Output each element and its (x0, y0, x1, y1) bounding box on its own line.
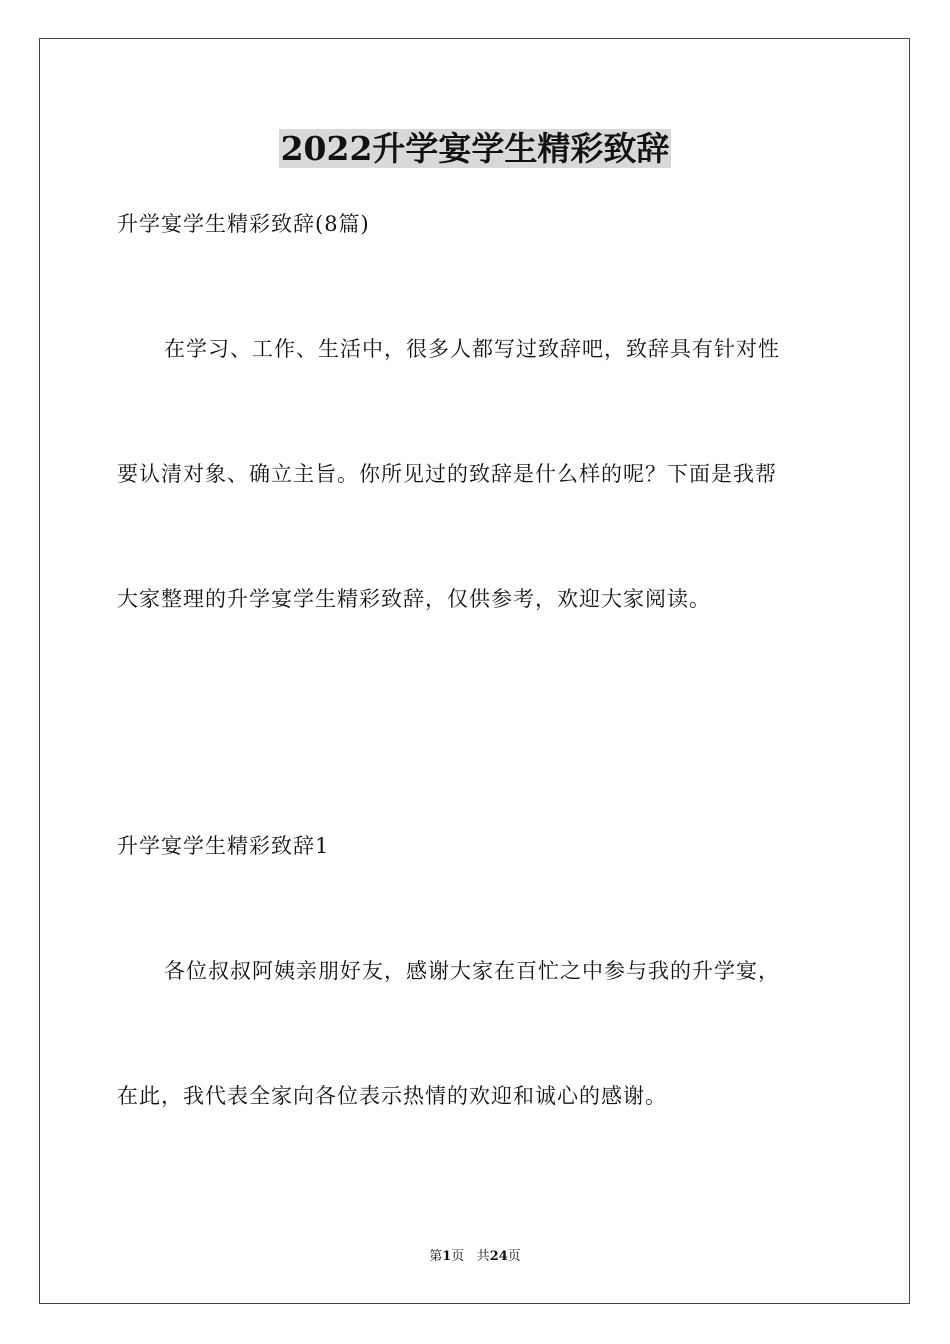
page-footer (0, 1248, 950, 1266)
document-title (0, 127, 950, 171)
body-line-1: 各位叔叔阿姨亲朋好友，感谢大家在百忙之中参与我的升学宴， (164, 959, 780, 983)
intro-line-1: 在学习、工作、生活中，很多人都写过致辞吧，致辞具有针对性 (164, 337, 780, 361)
section-heading: 升学宴学生精彩致辞1 (117, 834, 330, 858)
footer-total-prefix: 共 (476, 1249, 490, 1264)
footer-page-suffix: 页 (451, 1249, 465, 1264)
footer-page-prefix: 第 (429, 1249, 443, 1264)
document-title-text: 2022升学宴学生精彩致辞 (280, 129, 670, 168)
intro-line-3: 大家整理的升学宴学生精彩致辞，仅供参考，欢迎大家阅读。 (117, 587, 711, 611)
document-subtitle: 升学宴学生精彩致辞(8篇) (117, 212, 370, 236)
footer-page-number: 1 (442, 1249, 452, 1264)
body-line-2: 在此，我代表全家向各位表示热情的欢迎和诚心的感谢。 (117, 1084, 667, 1108)
footer-total-suffix: 页 (507, 1249, 521, 1264)
footer-total-pages: 24 (489, 1249, 508, 1264)
intro-line-2: 要认清对象、确立主旨。你所见过的致辞是什么样的呢？下面是我帮 (117, 462, 777, 486)
